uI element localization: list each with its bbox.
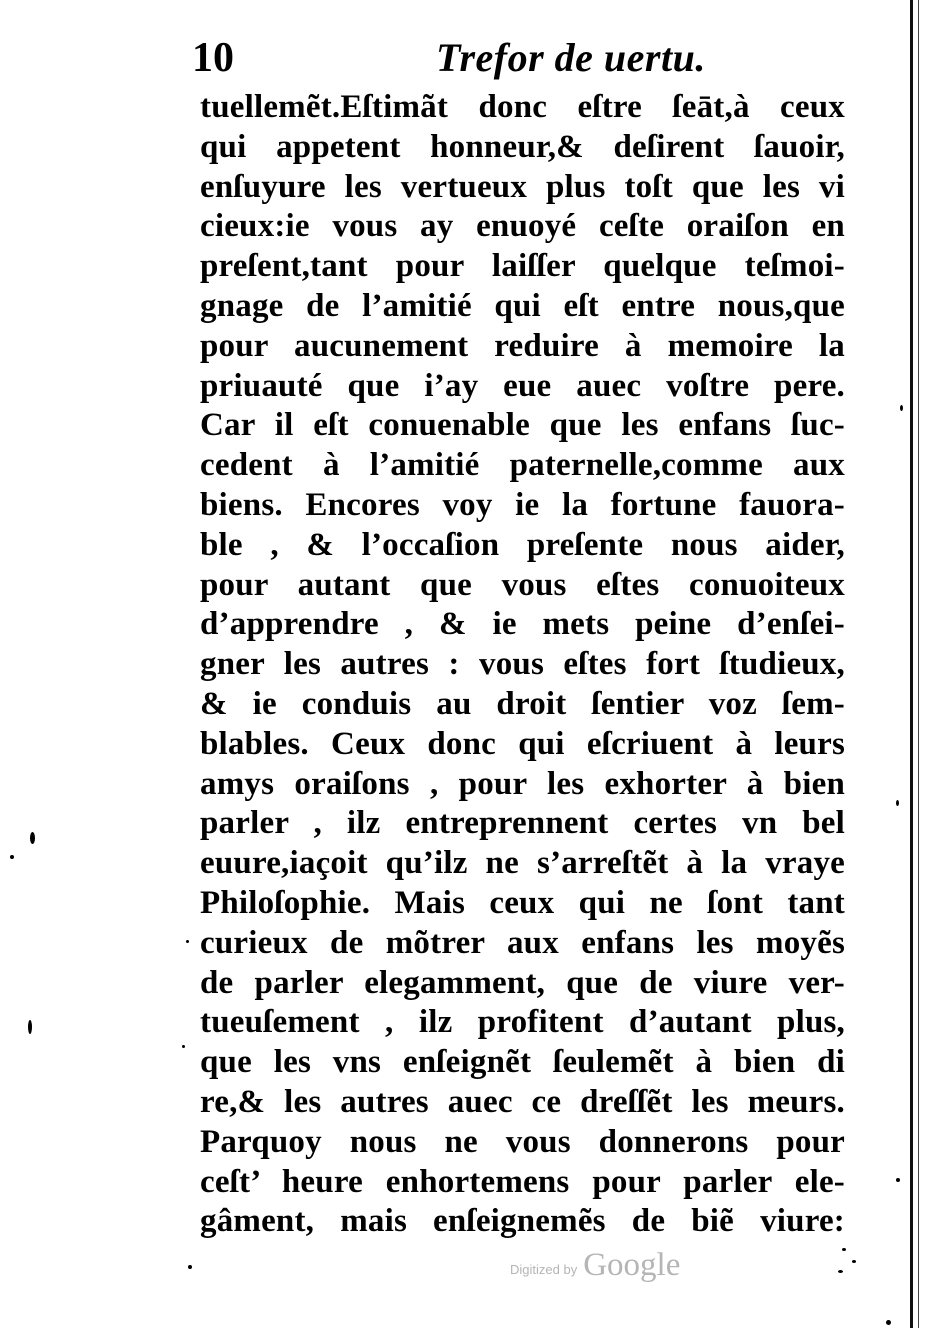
text-line: Car il eſt conuenable que les enfans ſuc- <box>200 407 845 444</box>
text-line: d’apprendre , & ie mets peine d’enſei- <box>200 606 845 643</box>
scan-speck <box>188 1265 192 1269</box>
text-line: & ie conduis au droit ſentier voz ſem- <box>200 685 845 722</box>
text-line: priuauté que i’ay eue auec voſtre pere. <box>200 367 845 404</box>
text-line: cedent à l’amitié paternelle,comme aux <box>200 447 845 484</box>
text-line: curieux de mõtrer aux enfans les moyẽs <box>200 924 845 961</box>
text-line: qui appetent honneur,& deſirent ſauoir, <box>200 128 845 165</box>
watermark-prefix: Digitized by <box>510 1262 578 1277</box>
scan-speck <box>10 855 14 859</box>
text-line: biens. Encores voy ie la fortune fauora- <box>200 486 845 523</box>
text-line: blables. Ceux donc qui eſcriuent à leurs <box>200 725 845 762</box>
text-line: Parquoy nous ne vous donnerons pour <box>200 1123 845 1160</box>
scan-speck <box>28 1020 32 1034</box>
text-line: pour autant que vous eſtes conuoiteux <box>200 566 845 603</box>
scan-speck <box>30 832 35 844</box>
text-line: cieux:ie vous ay enuoyé ceſte oraiſon en <box>200 208 845 245</box>
scan-speck <box>838 1270 843 1273</box>
body-text <box>200 88 845 1242</box>
scan-speck <box>852 1260 856 1263</box>
scan-speck <box>900 405 903 411</box>
scan-speck <box>886 1320 891 1325</box>
text-line: enſuyure les vertueux plus toſt que les vi <box>200 168 845 205</box>
text-line: ble , & l’occaſion preſente nous aider, <box>200 526 845 563</box>
page-edge-border-inner <box>918 0 919 1328</box>
scan-speck <box>842 1248 846 1251</box>
scan-speck <box>896 800 899 806</box>
digitization-watermark <box>510 1245 680 1285</box>
text-line: pour aucunement reduire à memoire la <box>200 327 845 364</box>
scan-speck <box>896 1178 900 1182</box>
running-title: Trefor de uertu. <box>436 35 706 80</box>
page-edge-border <box>910 0 913 1328</box>
text-line: re,& les autres auec ce dreſſẽt les meurs. <box>200 1083 845 1120</box>
text-line: ceſt’ heure enhortemens pour parler ele- <box>200 1163 845 1200</box>
text-line: gner les autres : vous eſtes fort ſtudieux, <box>200 646 845 683</box>
text-line: preſent,tant pour laiſſer quelque teſmoi- <box>200 248 845 285</box>
text-line: tueuſement , ilz profitent d’autant plus, <box>200 1004 845 1041</box>
watermark-logo: Google <box>583 1247 681 1283</box>
text-line: gnage de l’amitié qui eſt entre nous,que <box>200 287 845 324</box>
text-line: gâment, mais enſeignemẽs de biẽ viure: <box>200 1203 845 1240</box>
running-header <box>192 30 712 86</box>
text-line: Philoſophie. Mais ceux qui ne ſont tant <box>200 884 845 921</box>
text-line: tuellemẽt.Eſtimãt donc eſtre ſeāt,à ceux <box>200 89 845 125</box>
text-line: parler , ilz entreprennent certes vn bel <box>200 805 845 842</box>
text-line: de parler elegamment, que de viure ver- <box>200 964 845 1001</box>
text-line: amys oraiſons , pour les exhorter à bien <box>200 765 845 802</box>
scan-speck <box>186 940 189 943</box>
text-line: que les vns enſeignẽt ſeulemẽt à bien di <box>200 1044 845 1081</box>
page-number: 10 <box>192 35 234 81</box>
text-line: euure,iaçoit qu’ilz ne s’arreſtẽt à la vraye <box>200 845 845 882</box>
scan-speck <box>182 1045 185 1048</box>
